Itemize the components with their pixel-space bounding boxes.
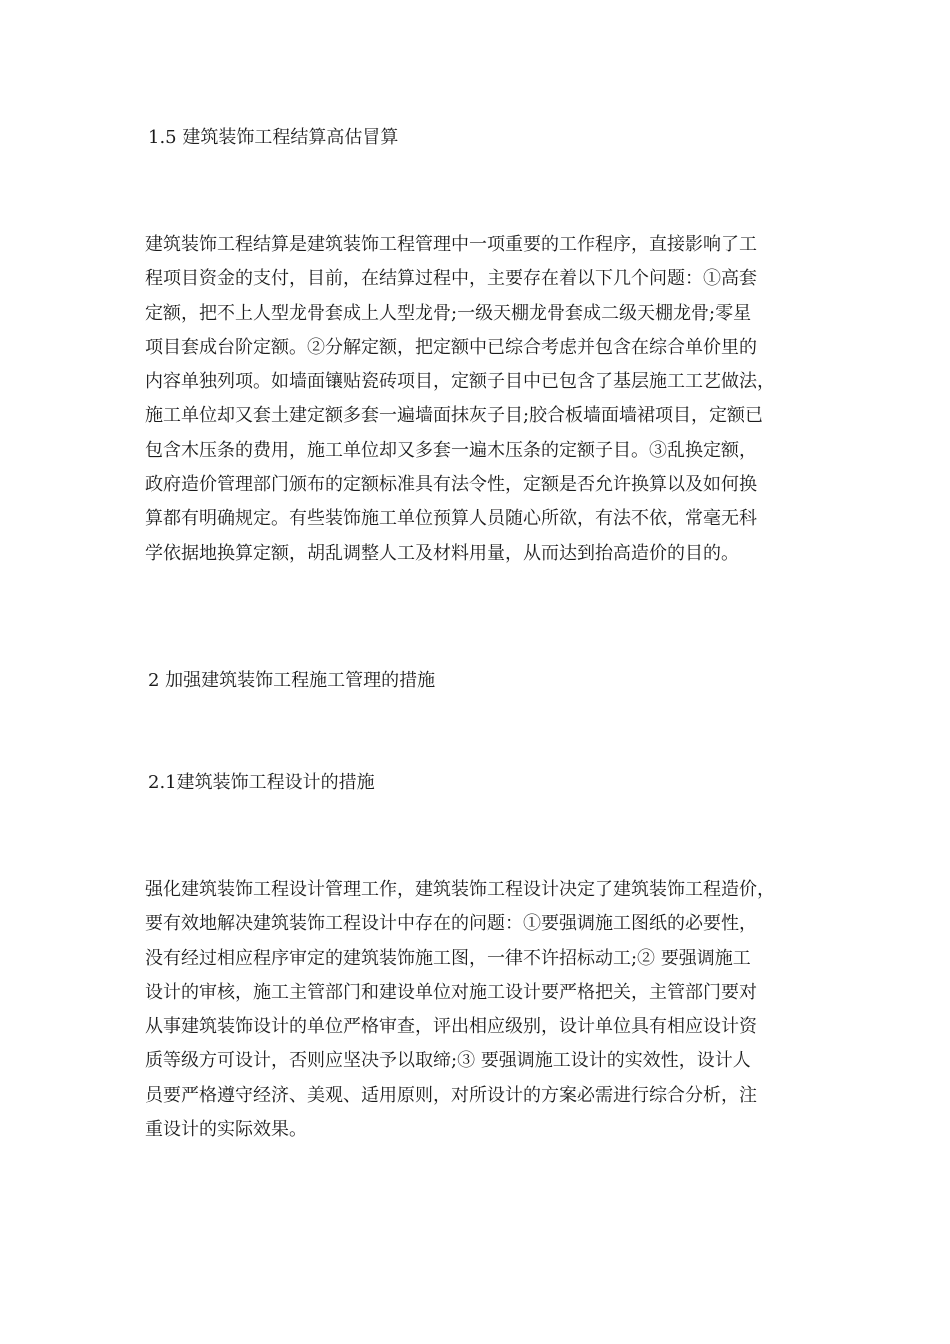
paragraph-line: 重设计的实际效果。 bbox=[145, 1119, 307, 1141]
paragraph-line: 没有经过相应程序审定的建筑装饰施工图，一律不许招标动工;② 要强调施工 bbox=[145, 947, 751, 969]
section-heading-2-1: 2.1建筑装饰工程设计的措施 bbox=[148, 772, 375, 793]
paragraph-line: 包含木压条的费用，施工单位却又多套一遍木压条的定额子目。③乱换定额， bbox=[145, 439, 757, 461]
paragraph-line: 程项目资金的支付，目前，在结算过程中，主要存在着以下几个问题：①高套 bbox=[145, 268, 757, 290]
paragraph-line: 定额，把不上人型龙骨套成上人型龙骨;一级天棚龙骨套成二级天棚龙骨;零星 bbox=[145, 302, 752, 324]
paragraph-line: 设计的审核，施工主管部门和建设单位对施工设计要严格把关，主管部门要对 bbox=[145, 981, 757, 1003]
section-1-5-paragraph bbox=[145, 228, 825, 571]
paragraph-line: 内容单独列项。如墙面镶贴瓷砖项目，定额子目中已包含了基层施工工艺做法， bbox=[145, 371, 775, 393]
paragraph-line: 强化建筑装饰工程设计管理工作，建筑装饰工程设计决定了建筑装饰工程造价， bbox=[145, 879, 775, 900]
paragraph-line: 施工单位却又套土建定额多套一遍墙面抹灰子目;胶合板墙面墙裙项目，定额已 bbox=[145, 405, 764, 427]
section-heading-2: 2 加强建筑装饰工程施工管理的措施 bbox=[148, 670, 436, 691]
paragraph-line: 从事建筑装饰设计的单位严格审查，评出相应级别，设计单位具有相应设计资 bbox=[145, 1016, 757, 1038]
paragraph-line: 项目套成台阶定额。②分解定额，把定额中已综合考虑并包含在综合单价里的 bbox=[145, 336, 757, 358]
paragraph-line: 质等级方可设计，否则应坚决予以取缔;③ 要强调施工设计的实效性，设计人 bbox=[145, 1050, 751, 1072]
paragraph-line: 算都有明确规定。有些装饰施工单位预算人员随心所欲，有法不依，常毫无科 bbox=[145, 508, 757, 530]
paragraph-line: 要有效地解决建筑装饰工程设计中存在的问题：①要强调施工图纸的必要性， bbox=[145, 913, 757, 935]
paragraph-line: 学依据地换算定额，胡乱调整人工及材料用量，从而达到抬高造价的目的。 bbox=[145, 542, 739, 564]
section-2-1-paragraph bbox=[145, 873, 825, 1147]
paragraph-line: 员要严格遵守经济、美观、适用原则，对所设计的方案必需进行综合分析，注 bbox=[145, 1084, 757, 1106]
paragraph-line: 建筑装饰工程结算是建筑装饰工程管理中一项重要的工作程序，直接影响了工 bbox=[145, 234, 757, 255]
paragraph-line: 政府造价管理部门颁布的定额标准具有法令性，定额是否允许换算以及如何换 bbox=[145, 474, 757, 496]
section-heading-1-5: 1.5 建筑装饰工程结算高估冒算 bbox=[148, 127, 399, 148]
